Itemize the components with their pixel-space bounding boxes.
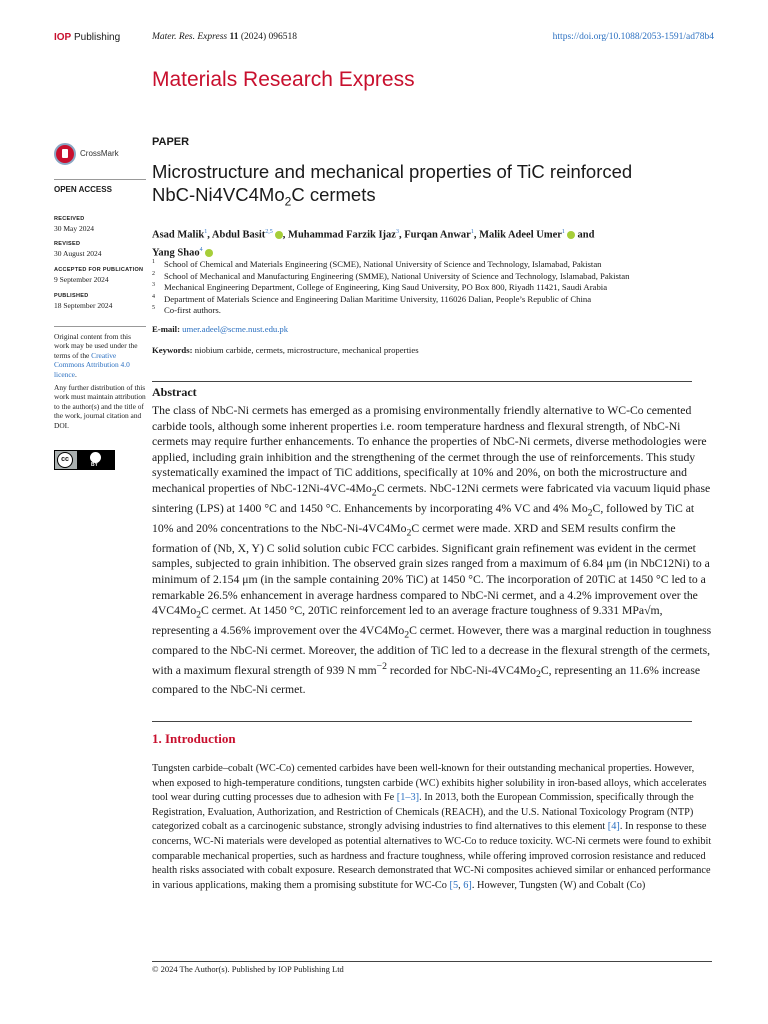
- publisher-mark: IOP: [54, 32, 72, 43]
- divider: [152, 961, 712, 962]
- title-part: C cermets: [291, 184, 376, 205]
- distribution-statement: Any further distribution of this work must maintain attribution to the author(s) and the title of the work, journal citation and DOI.: [54, 383, 146, 430]
- contact-email: [152, 324, 288, 334]
- author-name[interactable]: Furqan Anwar: [404, 229, 471, 241]
- divider: [152, 381, 692, 382]
- author-name[interactable]: Muhammad Farzik Ijaz: [288, 229, 396, 241]
- citation-link[interactable]: [1–3]: [396, 792, 420, 804]
- author-affil[interactable]: 1: [204, 229, 208, 235]
- author-list: [152, 225, 682, 261]
- abstract-text: [152, 403, 712, 698]
- affil-number: 1: [152, 259, 155, 265]
- subscript: 2: [535, 668, 541, 680]
- subscript: 2: [371, 487, 377, 499]
- abstract-part: C cermet. However, there was a marginal reduction in toughness compared to the NbC-Ni cermet. Moreover, the addition of TiC led to a decrease in the flexural strength of the cermets, with a maximum flexural strength of 939 N mm: [152, 624, 712, 677]
- section-heading: 1. Introduction: [152, 731, 236, 746]
- crossmark-label: CrossMark: [80, 149, 119, 158]
- affil-number: 4: [152, 293, 155, 300]
- page-title: [152, 160, 712, 214]
- affiliation: [152, 259, 712, 271]
- divider: [152, 721, 692, 722]
- affil-text: Co-first authors.: [164, 305, 221, 315]
- email-label: E-mail:: [152, 324, 180, 334]
- license-statement: [54, 332, 146, 379]
- abstract-part: C, followed by TiC at 10% and 20% concentrations to the NbC-Ni-4VC4Mo: [152, 501, 695, 535]
- subscript: 2: [587, 507, 593, 519]
- abstract-part: C cermets. NbC-12Ni cermets were fabricated via vacuum liquid phase sintering (LPS) at 1400 °C and 1450 °C. Enhancements by incorporating 4% VC and 4% Mo: [152, 481, 711, 515]
- history-value: 18 September 2024: [54, 301, 113, 310]
- author-affil[interactable]: 2,5: [265, 229, 273, 235]
- license-text-end: .: [74, 369, 77, 379]
- intro-part: . In 2013, both the European Commission, specifically through the Registration, Evaluation, Authorization, and Restriction of Chemicals (REACH), and the U.S. National Toxicology Program (NTP) categorized cobalt as a carcinogenic substance, strongly advising industries to find alternatives to this element: [152, 792, 694, 833]
- superscript: −2: [376, 660, 387, 672]
- subscript: 2: [196, 609, 202, 621]
- affil-number: 5: [152, 305, 155, 311]
- abstract-part: The class of NbC-Ni cermets has emerged as a promising environmentally friendly alternative to WC-Co cemented carbide tools, although some inherent properties i.e. room temperature hardness and flexural strength, of NbC-Ni cermets may require further enhancements. To enhance the properties of NbC-Ni cermets, diverse methodologies were applied, including grain inhibition and the strengthening of the cermet through the use of reinforcements. This study systematically examined the impact of TiC additions, specifically at 10% and 20%, on both the microstructure and mechanical properties of NbC-12Ni-4VC-4Mo: [152, 404, 707, 495]
- author-sep: ,: [473, 229, 480, 241]
- keywords-text: niobium carbide, cermets, microstructure, mechanical properties: [194, 345, 419, 355]
- affil-text: School of Chemical and Materials Engineering (SCME), National University of Science and Technology, Islamabad, Pakistan: [164, 259, 602, 269]
- article-type: PAPER: [152, 136, 190, 148]
- citation-rest: (2024) 096518: [240, 32, 298, 42]
- history-label: REVISED: [54, 241, 81, 247]
- author-sep: ,: [398, 229, 405, 241]
- affiliation: [152, 294, 712, 306]
- abstract-part: C, representing an 11.6% increase compared to the NbC-Ni cermet.: [152, 663, 701, 697]
- author-sep: and: [574, 229, 595, 241]
- crossmark-button[interactable]: [54, 143, 144, 167]
- title-line: [152, 183, 712, 214]
- intro-part: Tungsten carbide–cobalt (WC-Co) cemented carbides have been well-known for their outstanding mechanical properties. However, when exposed to high-temperature conditions, tungsten carbide (WC) exhibits higher solubility in iron-based alloys, which accelerates tool wear during cutting processes due to adhesion with Fe: [152, 763, 707, 804]
- journal-name: Materials Research Express: [152, 68, 415, 91]
- author-sep: ,: [207, 229, 212, 241]
- publisher-logo: [54, 32, 120, 43]
- license-text: Original content from this work may be used under the terms of the: [54, 332, 138, 360]
- affiliation-list: [152, 259, 712, 317]
- author-name[interactable]: Asad Malik: [152, 229, 205, 241]
- author-name[interactable]: Abdul Basit: [211, 229, 266, 241]
- author-sep: ,: [282, 229, 289, 241]
- history-label: PUBLISHED: [54, 293, 89, 299]
- citation-journal: Mater. Res. Express: [152, 32, 228, 42]
- orcid-icon[interactable]: [275, 231, 283, 239]
- subscript: 2: [404, 629, 410, 641]
- affil-text: Department of Materials Science and Engineering Dalian Maritime University, 116026 Dalian, People’s Republic of China: [164, 293, 592, 304]
- crossmark-icon: [54, 143, 76, 165]
- author-name[interactable]: Yang Shao: [152, 247, 200, 259]
- introduction-text: Tungsten carbide–cobalt (WC-Co) cemented carbides have been well-known for their outstanding mechanical properties. However, when exposed to high-temperature conditions, tungsten carbide (WC) exhibits higher solubility in iron-based alloys, which accelerates tool wear during cutting processes due to adhesion with Fe [1–3]. In 2013, both the European Commission, specifically through the Registration, Evaluation, Authorization, and Restriction of Chemicals (REACH), and the U.S. National Toxicology Program (NTP) categorized cobalt as a carcinogenic substance, strongly advising industries to find alternatives to this element [4]. In response to these concerns, WC-Ni materials were developed as potential alternatives to WC-Co to reduce toxicity. WC-Ni cermets were found to exhibit comparable mechanical properties, such as hardness and fracture toughness, while offering improved corrosion resistance and reduced health risks associated with cobalt exposure. Research demonstrated that WC-Ni composites achieved similar or enhanced performance in various applications, making them a promising substitute for WC-Co [5, 6]. However, Tungsten (W) and Cobalt (Co): [152, 763, 712, 891]
- history-label: RECEIVED: [54, 216, 85, 222]
- keywords: [152, 345, 419, 355]
- citation-link[interactable]: 6: [463, 879, 469, 891]
- author-affil[interactable]: 4: [199, 247, 203, 253]
- history-value: 30 May 2024: [54, 224, 94, 233]
- affiliation: [152, 271, 712, 283]
- history-label: ACCEPTED FOR PUBLICATION: [54, 267, 144, 273]
- license-link[interactable]: Creative Commons Attribution 4.0 licence: [54, 350, 130, 379]
- abstract-part: recorded for NbC-Ni-4VC4Mo: [387, 663, 536, 677]
- title-part: NbC-Ni4VC4Mo: [152, 184, 285, 205]
- intro-part: . However, Tungsten (W) and Cobalt (Co): [471, 879, 646, 891]
- affiliation: [152, 282, 712, 294]
- citation-link[interactable]: [4]: [607, 821, 620, 833]
- open-access-label: OPEN ACCESS: [54, 185, 112, 194]
- subscript: 2: [406, 527, 412, 539]
- citation-volume: 11: [229, 32, 239, 42]
- divider: [54, 179, 146, 180]
- author-affil[interactable]: 1: [470, 229, 474, 235]
- journal-citation: [152, 32, 297, 42]
- cc-by-badge[interactable]: [54, 450, 115, 470]
- email-link[interactable]: umer.adeel@scme.nust.edu.pk: [182, 324, 289, 334]
- title-subscript: 2: [284, 194, 292, 209]
- citation-link[interactable]: ]: [468, 879, 472, 891]
- abstract-heading: Abstract: [152, 385, 197, 399]
- orcid-icon[interactable]: [567, 231, 575, 239]
- publisher-text: Publishing: [74, 32, 121, 43]
- author-affil[interactable]: 3: [395, 229, 399, 235]
- intro-part: . In response to these concerns, WC-Ni materials were developed as potential alternatives to WC-Co to reduce toxicity. WC-Ni cermets were found to exhibit comparable mechanical properties, such as hardness and fracture toughness, while offering improved corrosion resistance and reduced health risks associated with cobalt exposure. Research demonstrated that WC-Ni composites achieved similar or enhanced performance in various applications, making them a promising substitute for WC-Co: [152, 821, 712, 891]
- divider: [54, 326, 146, 327]
- doi-link[interactable]: https://doi.org/10.1088/2053-1591/ad78b4: [552, 32, 714, 42]
- affil-number: 2: [152, 270, 155, 277]
- history-value: 30 August 2024: [54, 249, 102, 258]
- abstract-part: C cermet. At 1450 °C, 20TiC reinforcement led to an average fracture toughness of 9.331 MPa√m, representing a 4.56% improvement over the 4VC4Mo: [152, 604, 663, 638]
- author-name[interactable]: Malik Adeel Umer: [479, 229, 562, 241]
- cc-icon: cc: [57, 452, 73, 468]
- by-label: BY: [91, 462, 98, 468]
- citation-link[interactable]: [5: [449, 879, 459, 891]
- affil-text: School of Mechanical and Manufacturing Engineering (SMME), National University of Science and Technology, Islamabad, Pakistan: [164, 270, 630, 281]
- orcid-icon[interactable]: [205, 249, 213, 257]
- keywords-label: Keywords:: [152, 345, 193, 355]
- affil-text: Mechanical Engineering Department, College of Engineering, King Saud University, PO Box 800, Riyadh 11421, Saudi Arabia: [164, 282, 608, 292]
- copyright-footer: © 2024 The Author(s). Published by IOP Publishing Ltd: [152, 964, 344, 974]
- title-line: Microstructure and mechanical properties of TiC reinforced: [152, 161, 633, 182]
- affil-number: 3: [152, 282, 155, 288]
- affiliation: [152, 305, 712, 317]
- history-value: 9 September 2024: [54, 275, 109, 284]
- author-affil[interactable]: 1: [561, 229, 565, 235]
- abstract-part: C cermet were made. XRD and SEM results confirm the formation of (Nb, X, Y) C solid solution cubic FCC carbides. Significant grain refinement was evident in the cermet samples, subjected to grain inhibition. The observed grain sizes ranged from a maximum of 6.84 μm (in NbC12Ni) to a minimum of 2.154 μm (in the sample containing 20% TiC) at 1450 °C. The incorporation of 20TiC at 1450 °C led to a remarkable 26.5% enhancement in average hardness compared to NbC-Ni cermet, and a 4.2% improvement over the 4VC4Mo: [152, 521, 710, 618]
